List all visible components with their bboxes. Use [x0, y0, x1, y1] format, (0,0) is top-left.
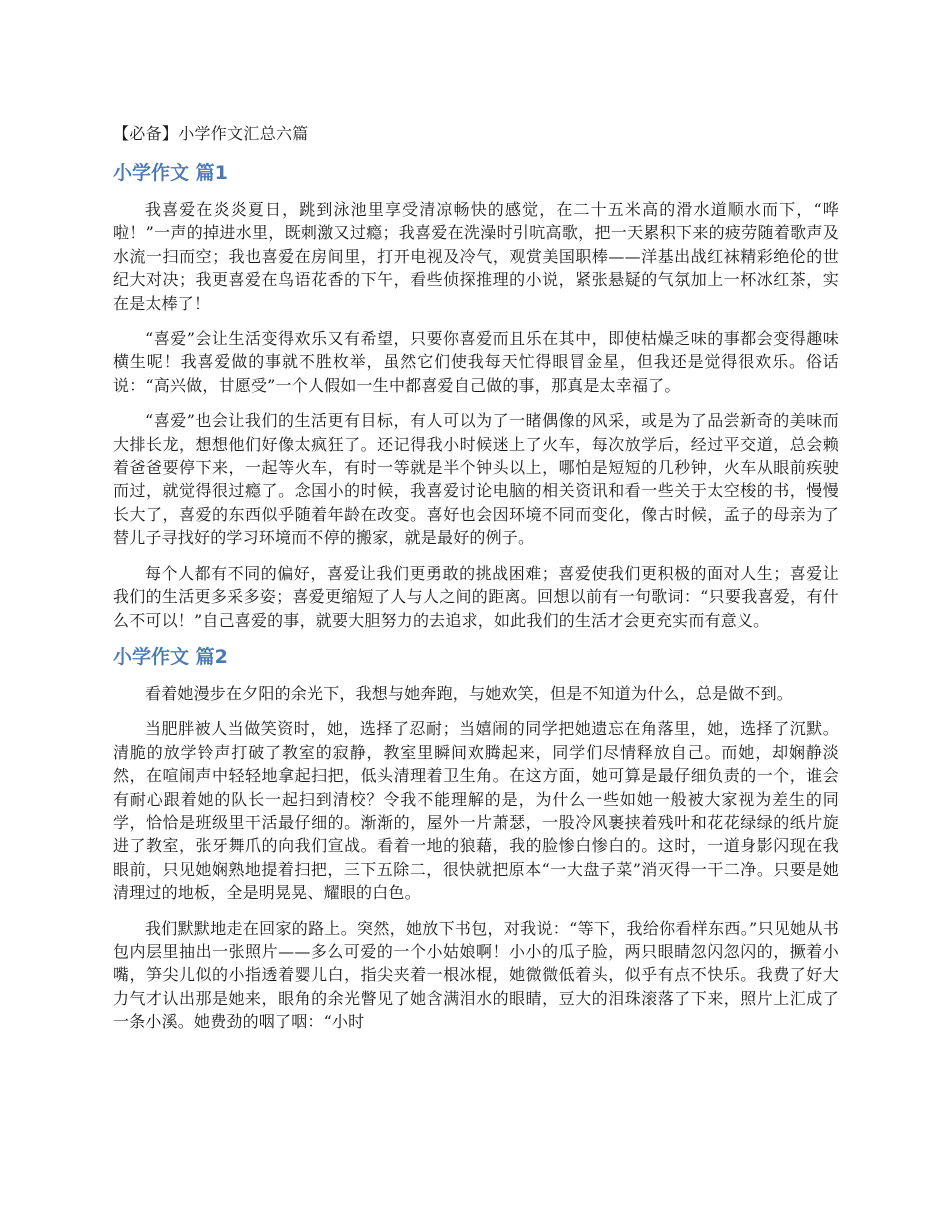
paragraph: “喜爱”会让生活变得欢乐又有希望，只要你喜爱而且乐在其中，即使枯燥乏味的事都会变得趣味横生呢！我喜爱做的事就不胜枚举，虽然它们使我每天忙得眼冒金星，但我还是觉得很欢乐。俗话说：“高兴做，甘愿受”一个人假如一生中都喜爱自己做的事，那真是太幸福了。 [113, 329, 839, 395]
section-heading: 小学作文 篇1 [113, 162, 228, 184]
paragraph: 我喜爱在炎炎夏日，跳到泳池里享受清凉畅快的感觉，在二十五米高的滑水道顺水而下，“哗啦！”一声的掉进水里，既刺激又过瘾；我喜爱在洗澡时引吭高歌，把一天累积下来的疲劳随着歌声及水流一扫而空；我也喜爱在房间里，打开电视及冷气，观赏美国职棒——洋基出战红袜精彩绝伦的世纪大对决；我更喜爱在鸟语花香的下午，看些侦探推理的小说，紧张悬疑的气氛加上一杯冰红茶，实在是太棒了！ [113, 200, 839, 313]
paragraph: 当肥胖被人当做笑资时，她，选择了忍耐；当嬉闹的同学把她遗忘在角落里，她，选择了沉默。清脆的放学铃声打破了教室的寂静，教室里瞬间欢腾起来，同学们尽情释放自己。而她，却娴静淡然，在喧闹声中轻轻地拿起扫把，低头清理着卫生角。在这方面，她可算是最仔细负责的一个，谁会有耐心跟着她的队长一起扫到清校？令我不能理解的是，为什么一些如她一般被大家视为差生的同学，恰恰是班级里干活最仔细的。渐渐的，屋外一片萧瑟，一股冷风裹挟着残叶和花花绿绿的纸片旋进了教室，张牙舞爪的向我们宣战。看着一地的狼藉，我的脸惨白惨白的。这时，一道身影闪现在我眼前，只见她娴熟地提着扫把，三下五除二，很快就把原本“一大盘子菜”消灭得一干二净。只要是她清理过的地板，全是明晃晃、耀眼的白色。 [113, 719, 839, 903]
section-heading: 小学作文 篇2 [113, 645, 228, 668]
document-title: 【必备】小学作文汇总六篇 [113, 124, 309, 143]
paragraph: 我们默默地走在回家的路上。突然，她放下书包，对我说：“等下，我给你看样东西。”只见她从书包内层里抽出一张照片——多么可爱的一个小姑娘啊！小小的瓜子脸，两只眼睛忽闪忽闪的，撅着小嘴，笋尖儿似的小指透着婴儿白，指尖夹着一根冰棍，她微微低着头，似乎有点不快乐。我费了好大力气才认出那是她来，眼角的余光瞥见了她含满泪水的眼睛，豆大的泪珠滚落了下来，照片上汇成了一条小溪。她费劲的咽了咽：“小时 [113, 918, 839, 1032]
paragraph: 看着她漫步在夕阳的余光下，我想与她奔跑，与她欢笑，但是不知道为什么，总是做不到。 [145, 683, 794, 703]
section-1 [113, 160, 839, 632]
paragraph: “喜爱”也会让我们的生活更有目标，有人可以为了一睹偶像的风采，或是为了品尝新奇的美味而大排长龙，想想他们好像太疯狂了。还记得我小时候迷上了火车，每次放学后，经过平交道，总会赖着爸爸要停下来，一起等火车，有时一等就是半个钟头以上，哪怕是短短的几秒钟，火车从眼前疾驶而过，就觉得很过瘾了。念国小的时候，我喜爱讨论电脑的相关资讯和看一些关于太空梭的书，慢慢长大了，喜爱的东西似乎随着年龄在改变。喜好也会因环境不同而变化，像古时候，孟子的母亲为了替儿子寻找好的学习环境而不停的搬家，就是最好的例子。 [113, 411, 839, 548]
paragraph: 每个人都有不同的偏好，喜爱让我们更勇敢的挑战困难；喜爱使我们更积极的面对人生；喜爱让我们的生活更多采多姿；喜爱更缩短了人与人之间的距离。回想以前有一句歌词：“只要我喜爱，有什么不可以！”自己喜爱的事，就要大胆努力的去追求，如此我们的生活才会更充实而有意义。 [113, 563, 839, 630]
section-2 [113, 644, 839, 1034]
document-page [113, 122, 839, 1046]
